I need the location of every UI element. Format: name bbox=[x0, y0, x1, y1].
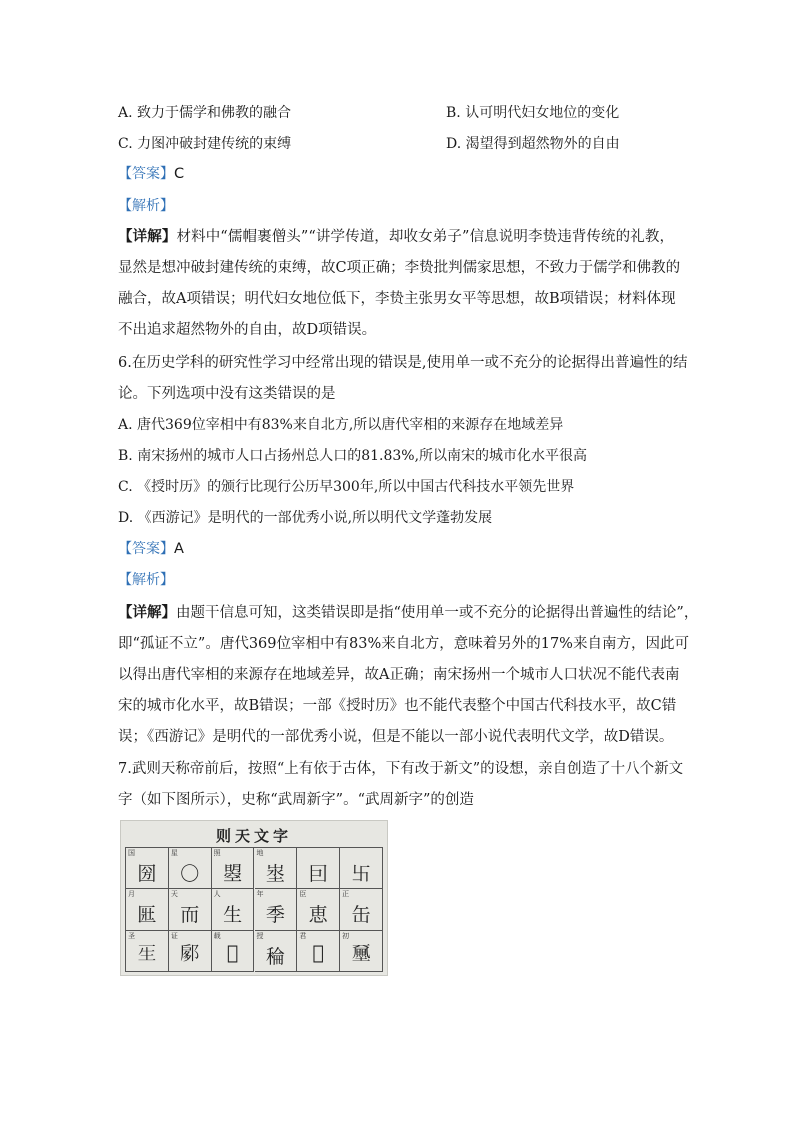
analysis-tag: 【解析】 bbox=[118, 198, 174, 214]
standard-character-label: 地 bbox=[256, 849, 264, 857]
q5-option-b: B. 认可明代妇女地位的变化 bbox=[446, 105, 620, 121]
detail-text: 由题干信息可知，这类错误即是指“使用单一或不充分的论据得出普遍性的结论”， bbox=[176, 605, 699, 621]
q6-option-d: D. 《西游记》是明代的一部优秀小说,所以明代文学蓬勃发展 bbox=[118, 510, 493, 526]
q6-option-c: C. 《授时历》的颁行比现行公历早300年,所以中国古代科技水平领先世界 bbox=[118, 479, 575, 495]
standard-character-label: 授 bbox=[256, 931, 264, 940]
character-cell bbox=[255, 848, 298, 889]
wuzhou-character: 圀 bbox=[137, 863, 157, 885]
standard-character-label: 年 bbox=[256, 890, 264, 899]
standard-character-label: 人 bbox=[213, 890, 221, 899]
standard-character-label: 证 bbox=[170, 931, 178, 940]
wuzhou-character: 𨜽 bbox=[180, 942, 200, 965]
q6-option-a: A. 唐代369位宰相中有83%来自北方,所以唐代宰相的来源存在地域差异 bbox=[118, 417, 564, 433]
character-cell bbox=[297, 931, 340, 972]
q5-option-d: D. 渴望得到超然物外的自由 bbox=[446, 136, 620, 152]
q5-detail-line-1 bbox=[118, 227, 674, 247]
standard-character-label: 月 bbox=[128, 890, 135, 899]
q6-detail-line-2: 即“孤证不立”。唐代369位宰相中有83%来自北方，意味着另外的17%来自南方，因此可 bbox=[118, 636, 689, 652]
character-cell bbox=[212, 848, 255, 889]
answer-tag: 【答案】 bbox=[118, 166, 174, 182]
standard-character-label: 初 bbox=[342, 931, 350, 940]
character-cell bbox=[212, 931, 255, 972]
q6-detail-line-3: 以得出唐代宰相的来源存在地域差异，故A正确；南宋扬州一个城市人口状况不能代表南 bbox=[118, 667, 680, 683]
detail-text: 材料中“儒帽裹僧头”“讲学传道，却收女弟子”信息说明李贽违背传统的礼教， bbox=[176, 229, 675, 245]
character-cell bbox=[169, 889, 212, 930]
character-grid bbox=[125, 847, 383, 972]
wuzhou-character: 𡕀 bbox=[226, 941, 239, 964]
character-cell bbox=[340, 889, 383, 930]
detail-tag: 【详解】 bbox=[118, 228, 177, 245]
wuzhou-character: 𠺞 bbox=[312, 941, 324, 964]
q6-answer bbox=[118, 539, 184, 559]
wuzhou-character: 𤯔 bbox=[137, 942, 157, 965]
q6-detail-line-1 bbox=[118, 603, 699, 623]
wuzhou-character: 𡔈 bbox=[351, 942, 371, 965]
wuzhou-character: 季 bbox=[265, 904, 285, 927]
wuzhou-character: 匨 bbox=[137, 904, 157, 927]
standard-character-label: 臣 bbox=[299, 890, 307, 899]
q5-answer bbox=[118, 164, 184, 184]
character-cell bbox=[169, 931, 212, 972]
character-cell bbox=[126, 848, 169, 889]
q6-detail-line-5: 误；《西游记》是明代的一部优秀小说，但是不能以一部小说代表明代文学，故D错误。 bbox=[118, 729, 674, 745]
wuzhou-character: 稐 bbox=[265, 945, 285, 968]
standard-character-label: 圣 bbox=[128, 931, 135, 940]
q5-detail-line-3: 融合，故A项错误；明代妇女地位低下，李贽主张男女平等思想，故B项错误；材料体现 bbox=[118, 291, 676, 307]
standard-character-label: 君 bbox=[299, 931, 307, 940]
standard-character-label: 星 bbox=[170, 849, 178, 857]
q5-option-a: A. 致力于儒学和佛教的融合 bbox=[118, 105, 292, 121]
q6-stem-line-2: 论。下列选项中没有这类错误的是 bbox=[118, 386, 336, 402]
character-cell bbox=[169, 848, 212, 889]
q6-option-b: B. 南宋扬州的城市人口占扬州总人口的81.83%,所以南宋的城市化水平很高 bbox=[118, 448, 588, 464]
standard-character-label: 天 bbox=[170, 890, 178, 899]
q6-stem-line-1: 6.在历史学科的研究性学习中经常出现的错误是,使用单一或不充分的论据得出普遍性的结 bbox=[118, 355, 688, 371]
q6-analysis-tag bbox=[118, 570, 174, 590]
figure-title: 则天文字 bbox=[215, 827, 292, 845]
answer-tag: 【答案】 bbox=[118, 541, 174, 557]
character-cell bbox=[255, 889, 298, 930]
answer-value: C bbox=[174, 166, 185, 182]
character-cell bbox=[255, 931, 298, 972]
character-cell bbox=[297, 848, 340, 889]
q5-detail-line-2: 显然是想冲破封建传统的束缚，故C项正确；李贽批判儒家思想，不致力于儒学和佛教的 bbox=[118, 260, 681, 276]
q5-detail-line-4: 不出追求超然物外的自由，故D项错误。 bbox=[118, 322, 377, 338]
character-cell bbox=[212, 889, 255, 930]
character-cell bbox=[340, 848, 383, 889]
character-cell bbox=[340, 931, 383, 972]
wuzhou-character: 卐 bbox=[351, 863, 371, 885]
q5-analysis-tag bbox=[118, 196, 174, 216]
wuzhou-character: 〇 bbox=[180, 863, 200, 885]
character-cell bbox=[126, 931, 169, 972]
detail-tag: 【详解】 bbox=[118, 604, 176, 621]
wuzhou-character: 而 bbox=[180, 904, 200, 927]
q7-stem-line-2: 字（如下图所示），史称“武周新字”。“武周新字”的创造 bbox=[118, 792, 474, 808]
wuzhou-character: 囙 bbox=[308, 863, 328, 885]
standard-character-label: 国 bbox=[128, 849, 135, 857]
q5-option-c: C. 力图冲破封建传统的束缚 bbox=[118, 136, 292, 152]
standard-character-label: 载 bbox=[213, 931, 221, 940]
standard-character-label: 正 bbox=[342, 890, 350, 899]
q7-stem-line-1: 7.武则天称帝前后，按照“上有依于古体，下有改于新文”的设想，亲自创造了十八个新文 bbox=[118, 761, 684, 777]
standard-character-label: 照 bbox=[213, 849, 221, 857]
character-cell bbox=[297, 889, 340, 930]
wuzhou-characters-figure bbox=[120, 820, 388, 976]
character-cell bbox=[126, 889, 169, 930]
q6-detail-line-4: 宋的城市化水平，故B错误；一部《授时历》也不能代表整个中国古代科技水平，故C错 bbox=[118, 698, 677, 714]
analysis-tag: 【解析】 bbox=[118, 572, 174, 588]
answer-value: A bbox=[174, 541, 184, 557]
wuzhou-character: 生 bbox=[223, 904, 243, 927]
wuzhou-character: 曌 bbox=[223, 863, 243, 885]
wuzhou-character: 埊 bbox=[265, 863, 285, 885]
wuzhou-character: 缶 bbox=[351, 904, 371, 927]
wuzhou-character: 恵 bbox=[308, 904, 328, 927]
